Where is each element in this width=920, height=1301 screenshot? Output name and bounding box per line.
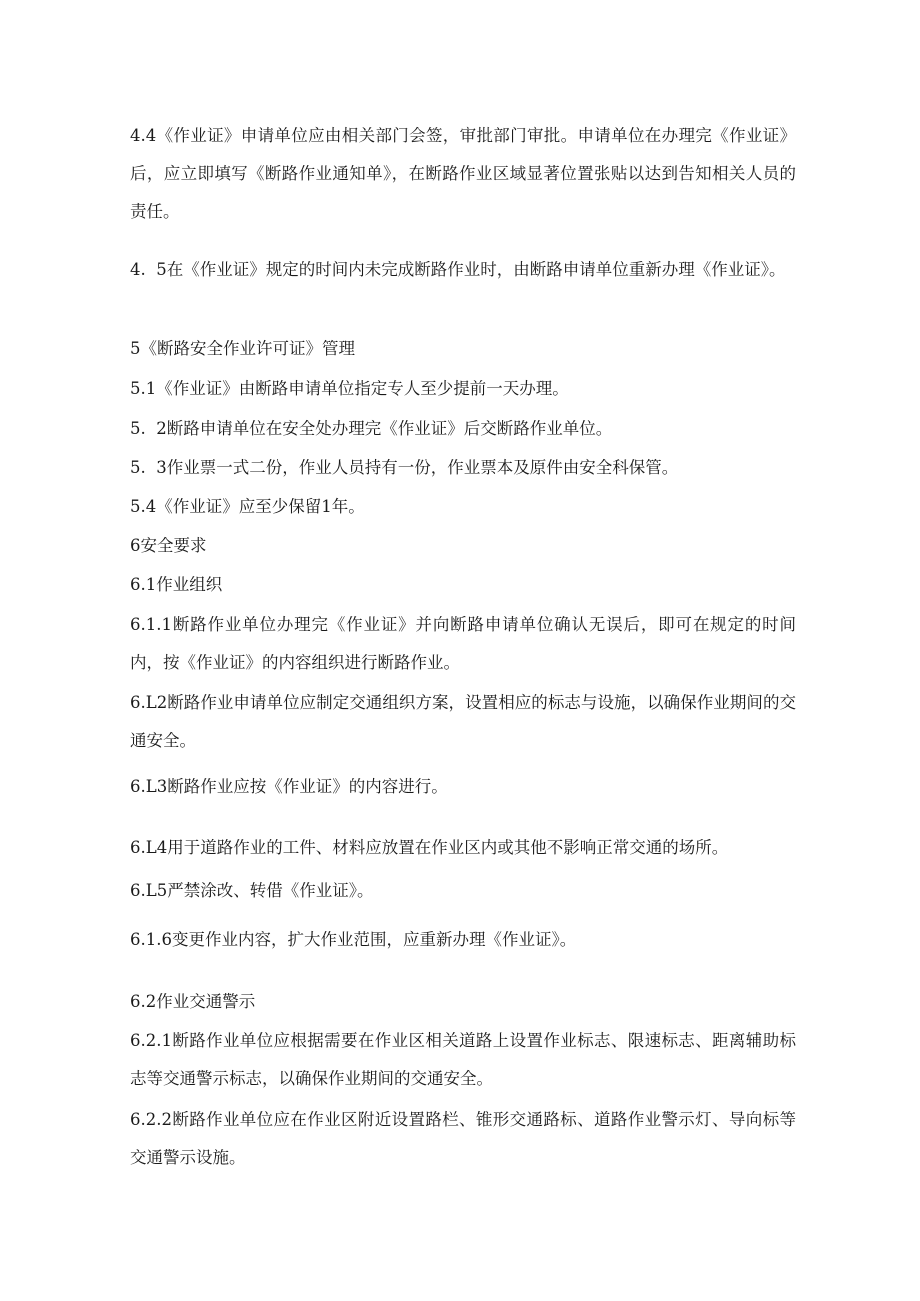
paragraph-6-2-2: 6.2.2断路作业单位应在作业区附近设置路栏、锥形交通路标、道路作业警示灯、导向标等交通警示设施。 <box>130 1110 796 1167</box>
heading-6: 6安全要求 <box>130 536 207 555</box>
paragraph-5-2: 5. 2断路申请单位在安全处办理完《作业证》后交断路作业单位。 <box>130 419 613 438</box>
paragraph-6-1-2: 6.L2断路作业申请单位应制定交通组织方案，设置相应的标志与设施，以确保作业期间的交通安全。 <box>130 693 796 750</box>
paragraph-6-1-3: 6.L3断路作业应按《作业证》的内容进行。 <box>130 777 448 796</box>
paragraph-6-1-1: 6.1.1断路作业单位办理完《作业证》并向断路申请单位确认无误后，即可在规定的时间内，按《作业证》的内容组织进行断路作业。 <box>130 615 796 672</box>
paragraph-6-2-1: 6.2.1断路作业单位应根据需要在作业区相关道路上设置作业标志、限速标志、距离辅助标志等交通警示标志，以确保作业期间的交通安全。 <box>130 1031 796 1088</box>
heading-6-1: 6.1作业组织 <box>130 575 223 594</box>
heading-5: 5《断路安全作业许可证》管理 <box>130 339 355 358</box>
paragraph-4-4: 4.4《作业证》申请单位应由相关部门会签，审批部门审批。申请单位在办理完《作业证》后，应立即填写《断路作业通知单》，在断路作业区域显著位置张贴以达到告知相关人员的责任。 <box>130 126 796 221</box>
paragraph-6-1-6: 6.1.6变更作业内容，扩大作业范围，应重新办理《作业证》。 <box>130 930 577 949</box>
paragraph-6-1-4: 6.L4用于道路作业的工件、材料应放置在作业区内或其他不影响正常交通的场所。 <box>130 838 729 857</box>
paragraph-5-4: 5.4《作业证》应至少保留1年。 <box>130 497 365 516</box>
paragraph-5-1: 5.1《作业证》由断路申请单位指定专人至少提前一天办理。 <box>130 379 569 398</box>
heading-6-2: 6.2作业交通警示 <box>130 992 256 1011</box>
paragraph-4-5: 4. 5在《作业证》规定的时间内未完成断路作业时，由断路申请单位重新办理《作业证》。 <box>130 260 786 279</box>
paragraph-6-1-5: 6.L5严禁涂改、转借《作业证》。 <box>130 881 374 900</box>
paragraph-5-3: 5. 3作业票一式二份，作业人员持有一份，作业票本及原件由安全科保管。 <box>130 458 679 477</box>
